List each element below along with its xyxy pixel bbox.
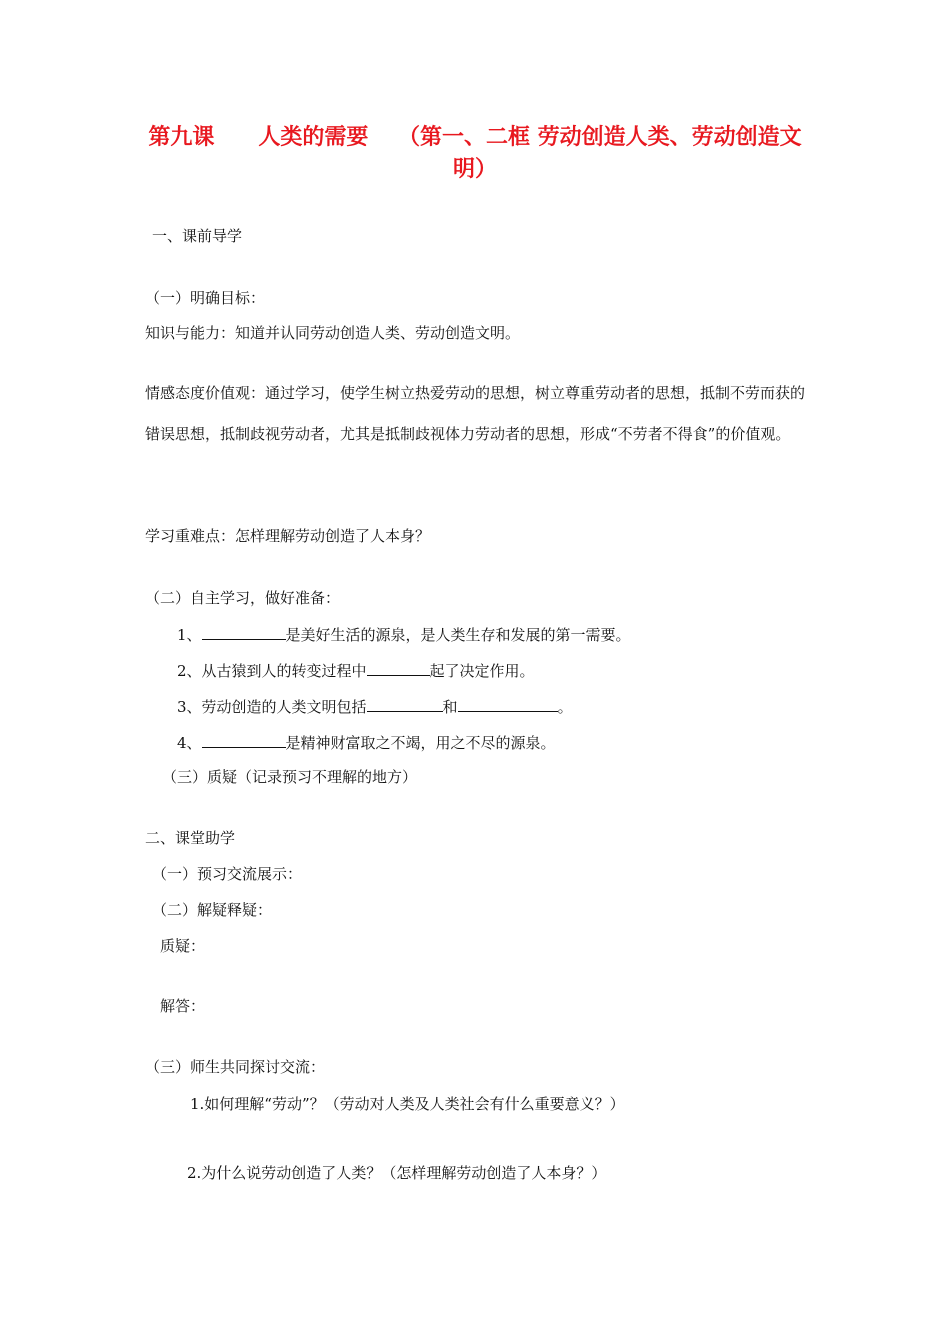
- question-2: [177, 660, 535, 681]
- question-4-text: 是精神财富取之不竭，用之不尽的源泉。: [285, 734, 556, 752]
- question-2-text: 2、从古猿到人的转变过程中: [177, 662, 367, 680]
- section-heading-1: 一、课前导学: [152, 227, 243, 245]
- emotion-goal: 情感态度价值观：通过学习，使学生树立热爱劳动的思想，树立尊重劳动者的思想，抵制不劳而获的错误思想，抵制歧视劳动者，尤其是抵制歧视体力劳动者的思想，形成“不劳者不得食”的价值观。: [145, 384, 806, 443]
- doubt-label: 质疑：: [160, 937, 206, 955]
- section-heading-2: 二、课堂助学: [145, 829, 236, 847]
- question-4: [177, 732, 556, 753]
- resolve-heading: （二）解疑释疑：: [152, 901, 273, 919]
- question-3: [177, 696, 573, 717]
- fill-blank[interactable]: [367, 660, 430, 676]
- fill-blank[interactable]: [367, 696, 443, 712]
- question-4-number: 4、: [177, 734, 202, 752]
- question-3-text: 3、劳动创造的人类文明包括: [177, 698, 367, 716]
- fill-blank[interactable]: [458, 696, 558, 712]
- answer-label: 解答：: [160, 997, 206, 1015]
- fill-blank[interactable]: [202, 732, 286, 748]
- question-3-and: 和: [442, 698, 458, 716]
- discuss-heading: （三）师生共同探讨交流：: [145, 1058, 326, 1076]
- goals-heading: （一）明确目标：: [145, 289, 266, 307]
- exchange-heading: （一）预习交流展示：: [152, 865, 303, 883]
- question-3-end: 。: [557, 698, 573, 716]
- doubt-heading: （三）质疑（记录预习不理解的地方）: [162, 768, 418, 786]
- self-study-heading: （二）自主学习，做好准备：: [145, 589, 341, 607]
- page-title: 第九课 人类的需要 （第一、二框 劳动创造人类、劳动创造文明）: [148, 125, 802, 182]
- discussion-question-1: 1.如何理解“劳动”？（劳动对人类及人类社会有什么重要意义？）: [190, 1095, 625, 1113]
- key-point: 学习重难点：怎样理解劳动创造了人本身？: [145, 527, 431, 545]
- fill-blank[interactable]: [202, 624, 286, 640]
- discussion-question-2: 2.为什么说劳动创造了人类？（怎样理解劳动创造了人本身？）: [187, 1164, 607, 1182]
- question-2-end: 起了决定作用。: [429, 662, 535, 680]
- knowledge-goal: 知识与能力：知道并认同劳动创造人类、劳动创造文明。: [145, 324, 521, 342]
- question-1: [177, 624, 631, 645]
- question-1-number: 1、: [177, 626, 202, 644]
- question-1-text: 是美好生活的源泉，是人类生存和发展的第一需要。: [285, 626, 631, 644]
